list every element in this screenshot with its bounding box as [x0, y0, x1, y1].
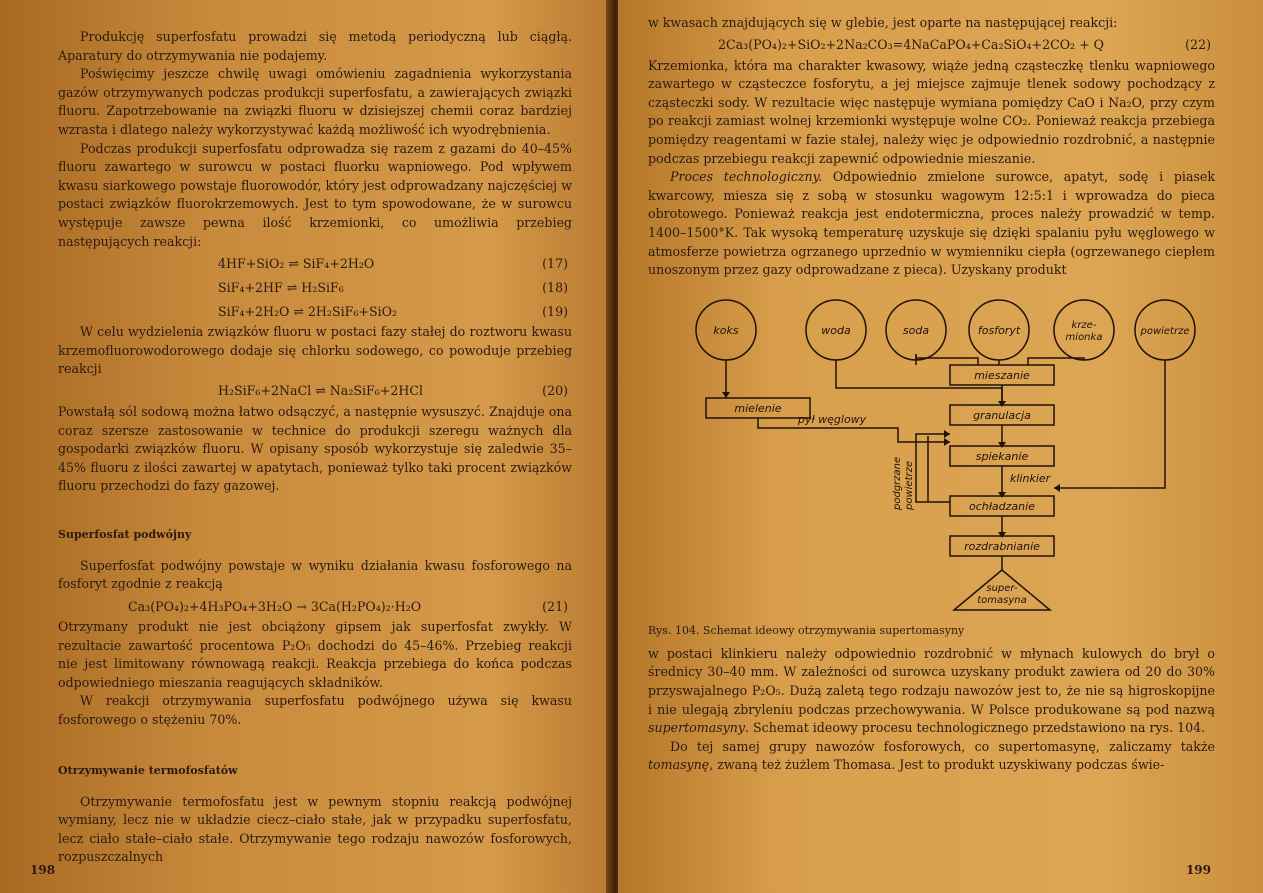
paragraph: Otrzymywanie termofosfatu jest w pewnym stopniu reakcją podwójnej wymiany, lecz nie w układzie ciecz–ciało stałe, jak w przypadku superfosfatu, lecz ciało stałe–ciało stałe. Otrzymywanie tego rodzaju nawozów fosforowych, rozpuszczalnych	[58, 793, 572, 865]
paragraph: Krzemionka, która ma charakter kwasowy, wiąże jedną cząsteczkę tlenku wapniowego zawartego w cząsteczce fosforytu, a jej miejsce zajmuje tlenek sodowy pochodzący z cząsteczki sody. W rezultacie więc następuje wymiana pomiędzy CaO i Na₂O, przy czym po reakcji zamiast wolnej krzemionki występuje wolne CO₂. Ponieważ reakcja przebiega pomiędzy reagentami w fazie stałej, należy więc je odpowiednio rozdrobnić, a następnie podczas przebiegu reakcji zapewnić odpowiednie mieszanie.	[648, 57, 1215, 166]
paragraph: Podczas produkcji superfosfatu odprowadza się razem z gazami do 40–45% fluoru zawartego w surowcu w postaci fluorku wapniowego. Pod wpływem kwasu siarkowego powstaje fluorowodór, który jest odprowadzany najczęściej w postaci związków fluorokrzemowych. Jest to tym spowodowane, że w surowcu występuje zawsze pewna ilość krzemionki, co umożliwia przebieg następujących reakcji:	[58, 140, 572, 249]
diagram-label: mielenie	[734, 401, 782, 415]
equation-21	[58, 594, 572, 618]
diagram-label: pył węglowy	[798, 412, 867, 426]
connector	[836, 360, 1002, 405]
paragraph-body: . Schemat ideowy procesu technologicznego przedstawiono na rys. 104.	[745, 720, 1206, 736]
equation-formula: SiF₄+2H₂O ⇌ 2H₂SiF₆+SiO₂	[218, 303, 397, 319]
page-number: 198	[30, 863, 56, 877]
diagram-label: super-	[986, 582, 1018, 594]
paragraph: Otrzymany produkt nie jest obciążony gipsem jak superfosfat zwykły. W rezultacie zawartość procentowa P₂O₅ dochodzi do 45–46%. Przebieg reakcji nie jest limitowany równowagą reakcji. Reakcja przebiega do końca podczas odpowiedniego mieszania reagujących składników.	[58, 619, 572, 690]
paragraph	[648, 168, 1215, 280]
diagram-label: tomasyna	[977, 594, 1027, 606]
equation-number: (21)	[542, 598, 568, 614]
connector	[916, 354, 978, 365]
diagram-label: krze-	[1071, 319, 1097, 331]
paragraph	[648, 645, 1215, 738]
paragraph-lead: Proces technologiczny.	[670, 169, 823, 185]
diagram-label: granulacja	[973, 408, 1031, 422]
arrow	[944, 430, 950, 438]
arrow	[998, 401, 1006, 407]
equation-number: (22)	[1185, 37, 1211, 53]
paragraph: Powstałą sól sodową można łatwo odsączyć, a następnie wysuszyć. Znajduje ona coraz szersze zastosowanie w technice do produkcji szeregu ważnych dla gospodarki związków fluoru. W opisany sposób wykorzystuje się zaledwie 35–45% fluoru z ilości zawartej w apatytach, ponieważ tylko taki procent związków fluoru przechodzi do fazy gazowej.	[58, 403, 572, 494]
emphasis: tomasynę	[648, 757, 710, 773]
section-heading: Otrzymywanie termofosfatów	[58, 763, 238, 777]
left-page	[0, 0, 612, 893]
diagram-label: mionka	[1065, 331, 1103, 343]
equation-formula: Ca₃(PO₄)₂+4H₃PO₄+3H₂O → 3Ca(H₂PO₄)₂·H₂O	[128, 598, 422, 614]
equation-formula: SiF₄+2HF ⇌ H₂SiF₆	[218, 279, 344, 295]
process-diagram	[648, 288, 1213, 618]
paragraph-body: , zwaną też żużlem Thomasa. Jest to produkt uzyskiwany podczas świe-	[709, 757, 1165, 773]
paragraph: Superfosfat podwójny powstaje w wyniku działania kwasu fosforowego na fosforyt zgodnie z reakcją	[58, 557, 572, 592]
paragraph: Poświęcimy jeszcze chwilę uwagi omówieniu zagadnienia wykorzystania gazów otrzymywanych podczas produkcji superfosfatu, a zawierających związki fluoru. Zapotrzebowanie na związki fluoru w dzisiejszej chemii coraz bardziej wzrasta i dlatego należy wykorzystywać każdą możliwość ich wyodrębnienia.	[58, 66, 572, 137]
paragraph-body: Do tej samej grupy nawozów fosforowych, co supertomasynę, zaliczamy także	[670, 738, 1215, 754]
equation-formula: 4HF+SiO₂ ⇌ SiF₄+2H₂O	[218, 255, 375, 271]
emphasis: supertomasyny	[648, 720, 746, 736]
equation-18	[58, 275, 572, 299]
equation-number: (20)	[542, 383, 568, 399]
equation-22	[648, 33, 1215, 57]
paragraph-body: w postaci klinkieru należy odpowiednio rozdrobnić w młynach kulowych do brył o średnicy 30–40 mm. W zależności od surowca uzyskany produkt zawiera od 20 do 30% przyswajalnego P₂O₅. Dużą zaletą tego rodzaju nawozów jest to, że nie są higroskopijne i nie ulegają zbryleniu podczas przechowywania. W Polsce produkowane są pod nazwą	[648, 645, 1215, 717]
diagram-label: koks	[713, 323, 739, 337]
arrow	[1054, 484, 1060, 492]
diagram-label: rozdrabnianie	[964, 539, 1040, 553]
arrow	[998, 492, 1006, 498]
paragraph: Produkcję superfosfatu prowadzi się metodą periodyczną lub ciągłą. Aparatury do otrzymywania nie podajemy.	[58, 29, 572, 63]
diagram-label: ochładzanie	[969, 499, 1035, 513]
diagram-label: woda	[821, 323, 851, 337]
equation-17	[58, 251, 572, 275]
diagram-label: fosforyt	[977, 323, 1021, 337]
arrow	[944, 438, 950, 446]
equation-number: (18)	[542, 279, 568, 295]
diagram-label: spiekanie	[975, 449, 1029, 463]
paragraph: W reakcji otrzymywania superfosfatu podwójnego używa się kwasu fosforowego o stężeniu 70%.	[58, 693, 572, 728]
diagram-label: soda	[902, 323, 930, 337]
equation-20	[58, 379, 572, 403]
diagram-label: podgrzane	[892, 456, 903, 510]
diagram-label: mieszanie	[974, 368, 1030, 382]
right-page	[618, 0, 1263, 893]
paragraph	[648, 738, 1215, 775]
equation-formula: H₂SiF₆+2NaCl ⇌ Na₂SiF₆+2HCl	[218, 383, 424, 399]
page-number: 199	[1185, 863, 1211, 877]
section-heading: Superfosfat podwójny	[58, 527, 192, 541]
diagram-label: powietrze	[904, 460, 915, 510]
equation-number: (19)	[542, 303, 568, 319]
equation-19	[58, 299, 572, 323]
paragraph: W celu wydzielenia związków fluoru w postaci fazy stałej do roztworu kwasu krzemofluorowodorowego dodaje się chlorku sodowego, co powoduje przebieg reakcji	[58, 324, 572, 377]
connector	[1054, 360, 1165, 488]
arrow	[722, 392, 730, 398]
paragraph-body: Odpowiednio zmielone surowce, apatyt, sodę i piasek kwarcowy, miesza się z sobą w stosunku wagowym 12:5:1 i wprowadza do pieca obrotowego. Ponieważ reakcja jest endotermiczna, proces należy prowadzić w temp. 1400–1500°K. Tak wysoką temperaturę uzyskuje się dzięki spalaniu pyłu węglowego w atmosferze powietrza ogrzanego uprzednio w wymienniku ciepła (ogrzewanego ciepłem unoszonym przez gazy odprowadzane z pieca). Uzyskany produkt	[648, 169, 1215, 278]
equation-number: (17)	[542, 255, 568, 271]
figure-caption: Rys. 104. Schemat ideowy otrzymywania supertomasyny	[648, 623, 965, 637]
equation-formula: 2Ca₃(PO₄)₂+SiO₂+2Na₂CO₃=4NaCaPO₄+Ca₂SiO₄+2CO₂ + Q	[718, 37, 1104, 53]
diagram-label: klinkier	[1010, 471, 1051, 485]
diagram-label: powietrze	[1140, 325, 1190, 337]
arrow	[998, 532, 1006, 538]
arrow	[998, 442, 1006, 448]
paragraph: w kwasach znajdujących się w glebie, jest oparte na następującej reakcji:	[648, 15, 1118, 30]
